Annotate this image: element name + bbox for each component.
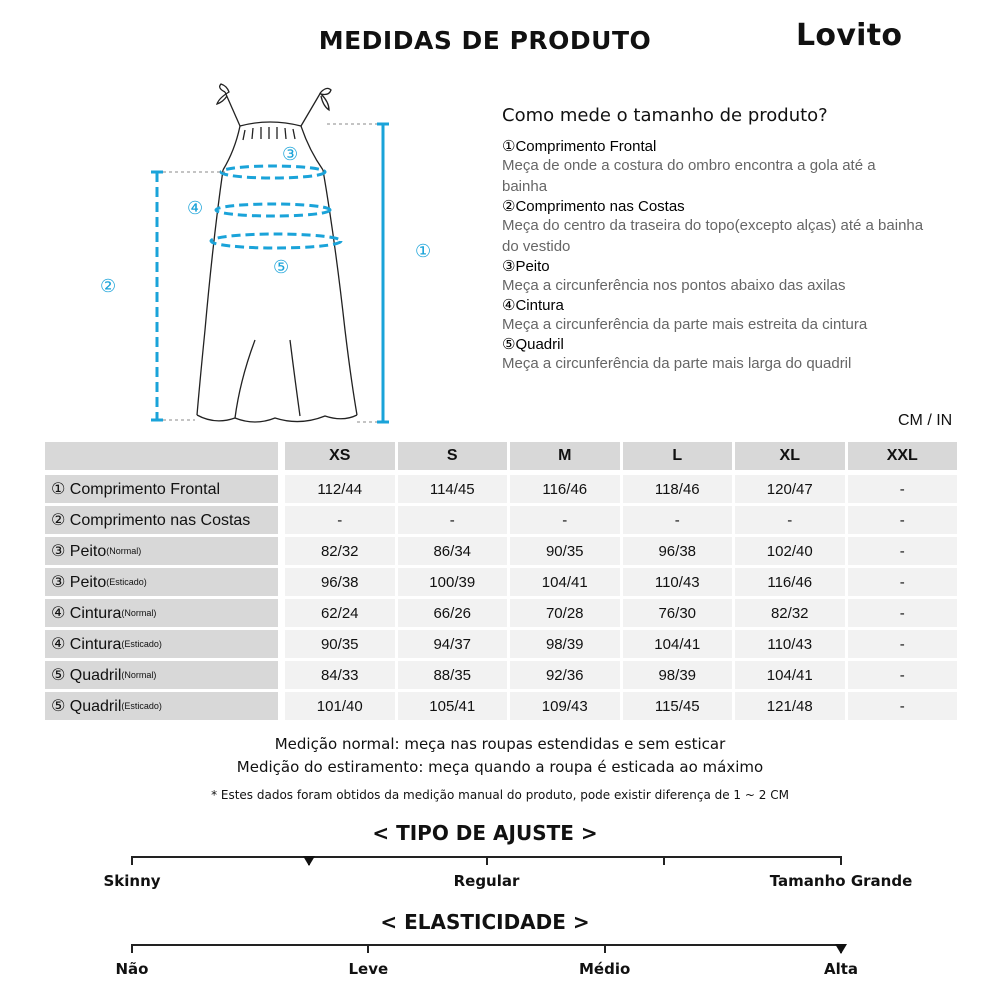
fit-label: Tamanho Grande [769,872,913,890]
fit-tick [486,856,488,865]
row-label-sub: (Esticado) [121,639,162,649]
guide-item [502,197,962,257]
guide-item-desc: do vestido [502,238,571,255]
fit-title: < TIPO DE AJUSTE > [372,821,598,845]
note-stretch-measure: Medição do estiramento: meça quando a roupa é esticada ao máximo [236,758,764,776]
table-cell: 86/34 [398,537,508,565]
guide-item-head: ③Peito [502,258,550,275]
row-label-text: ④ Cintura [51,636,122,653]
page-title: MEDIDAS DE PRODUTO [318,26,652,55]
fit-marker [303,856,315,866]
row-label-text: ⑤ Quadril [51,667,122,684]
table-cell: 110/43 [735,630,845,658]
table-cell: 116/46 [735,568,845,596]
row-label [45,506,278,534]
table-cell: 90/35 [285,630,395,658]
row-label [45,692,278,720]
row-label-sub: (Normal) [121,608,157,618]
table-cell: 84/33 [285,661,395,689]
elasticity-label: Alta [823,960,859,978]
note-normal-measure: Medição normal: meça nas roupas estendidas e sem esticar [274,735,726,753]
table-cell: 98/39 [623,661,733,689]
table-cell: 82/32 [285,537,395,565]
marker-front-length: ① [415,241,432,262]
guide-item [502,335,962,374]
row-label [45,537,278,565]
elasticity-tick [131,944,133,953]
marker-hip: ⑤ [273,257,290,278]
row-label-text: ① Comprimento Frontal [51,481,221,498]
size-header-l: L [623,442,733,470]
row-label [45,630,278,658]
table-cell: 118/46 [623,475,733,503]
guide-item-head: ④Cintura [502,297,564,314]
guide-item-desc: Meça a circunferência da parte mais estreita da cintura [502,316,868,333]
elasticity-tick [604,944,606,953]
size-header-xxl: XXL [848,442,958,470]
fit-tick [131,856,133,865]
front-length-line [377,124,389,422]
measure-guide-title: Como mede o tamanho de produto? [502,105,828,126]
guide-item-desc: Meça do centro da traseira do topo(excepto alças) até a bainha [502,217,924,234]
table-cell: - [848,506,958,534]
table-cell: 114/45 [398,475,508,503]
chest-measure-line [221,166,325,178]
guide-item-head: ①Comprimento Frontal [502,138,657,155]
table-cell: 121/48 [735,692,845,720]
waist-measure-line [216,204,330,216]
marker-waist: ④ [187,198,204,219]
table-cell: 109/43 [510,692,620,720]
row-label [45,661,278,689]
size-header-m: M [510,442,620,470]
guide-item [502,296,962,335]
table-cell: - [848,568,958,596]
row-label-sub: (Esticado) [121,701,162,711]
table-cell: - [848,661,958,689]
table-cell: 98/39 [510,630,620,658]
marker-chest: ③ [282,144,299,165]
size-header-s: S [398,442,508,470]
table-cell: 88/35 [398,661,508,689]
fit-label: Regular [453,872,520,890]
table-cell: 82/32 [735,599,845,627]
elasticity-scale [0,938,1000,988]
guide-item [502,257,962,296]
row-label-text: ② Comprimento nas Costas [51,512,251,529]
table-cell: - [848,692,958,720]
table-cell: - [623,506,733,534]
table-cell: 112/44 [285,475,395,503]
table-cell: 76/30 [623,599,733,627]
guide-item-desc: Meça a circunferência da parte mais larga do quadril [502,355,852,372]
guide-item-desc: Meça a circunferência nos pontos abaixo das axilas [502,277,846,294]
table-cell: 100/39 [398,568,508,596]
table-corner [45,442,278,470]
table-cell: 96/38 [285,568,395,596]
table-cell: - [848,630,958,658]
table-cell: 110/43 [623,568,733,596]
table-cell: 102/40 [735,537,845,565]
fit-scale [0,850,1000,900]
table-cell: - [848,537,958,565]
guide-item-head: ⑤Quadril [502,336,564,353]
size-header-xl: XL [735,442,845,470]
measure-guide [502,137,962,374]
fit-tick [663,856,665,865]
table-cell: 101/40 [285,692,395,720]
elasticity-label: Não [115,960,149,978]
table-cell: - [398,506,508,534]
row-label [45,568,278,596]
elasticity-title: < ELASTICIDADE > [380,910,590,934]
row-label-sub: (Normal) [106,546,142,556]
unit-label: CM / IN [898,412,953,429]
table-cell: 96/38 [623,537,733,565]
table-cell: 94/37 [398,630,508,658]
fit-label: Skinny [103,872,161,890]
marker-back-length: ② [100,276,117,297]
table-cell: - [285,506,395,534]
table-cell: 66/26 [398,599,508,627]
guide-item-desc: bainha [502,178,548,195]
table-cell: 62/24 [285,599,395,627]
elasticity-scale-line [132,944,841,946]
table-cell: - [735,506,845,534]
row-label-text: ③ Peito [51,574,107,591]
table-cell: 104/41 [623,630,733,658]
note-disclaimer: * Estes dados foram obtidos da medição manual do produto, pode existir diferença de 1 ~ 2 CM [211,788,789,802]
row-label-sub: (Normal) [121,670,157,680]
dress-measurement-figure [95,80,445,430]
elasticity-tick [367,944,369,953]
guide-item-desc: Meça de onde a costura do ombro encontra a gola até a [502,157,876,174]
guide-item [502,137,962,197]
table-cell: 104/41 [735,661,845,689]
hip-measure-line [211,234,341,248]
row-label-text: ⑤ Quadril [51,698,122,715]
table-cell: - [848,599,958,627]
table-cell: 115/45 [623,692,733,720]
table-cell: 104/41 [510,568,620,596]
table-cell: 116/46 [510,475,620,503]
table-cell: - [510,506,620,534]
elasticity-label: Leve [348,960,389,978]
brand-logo: Lovito [796,18,903,53]
row-label [45,599,278,627]
table-cell: 90/35 [510,537,620,565]
guide-item-head: ②Comprimento nas Costas [502,198,685,215]
fit-tick [840,856,842,865]
row-label [45,475,278,503]
elasticity-marker [835,944,847,954]
table-cell: 105/41 [398,692,508,720]
row-label-text: ④ Cintura [51,605,122,622]
table-cell: 120/47 [735,475,845,503]
table-cell: 70/28 [510,599,620,627]
row-label-text: ③ Peito [51,543,107,560]
table-cell: 92/36 [510,661,620,689]
size-header-xs: XS [285,442,395,470]
table-cell: - [848,475,958,503]
elasticity-label: Médio [579,960,631,978]
row-label-sub: (Esticado) [106,577,147,587]
dress-outline [197,84,357,422]
